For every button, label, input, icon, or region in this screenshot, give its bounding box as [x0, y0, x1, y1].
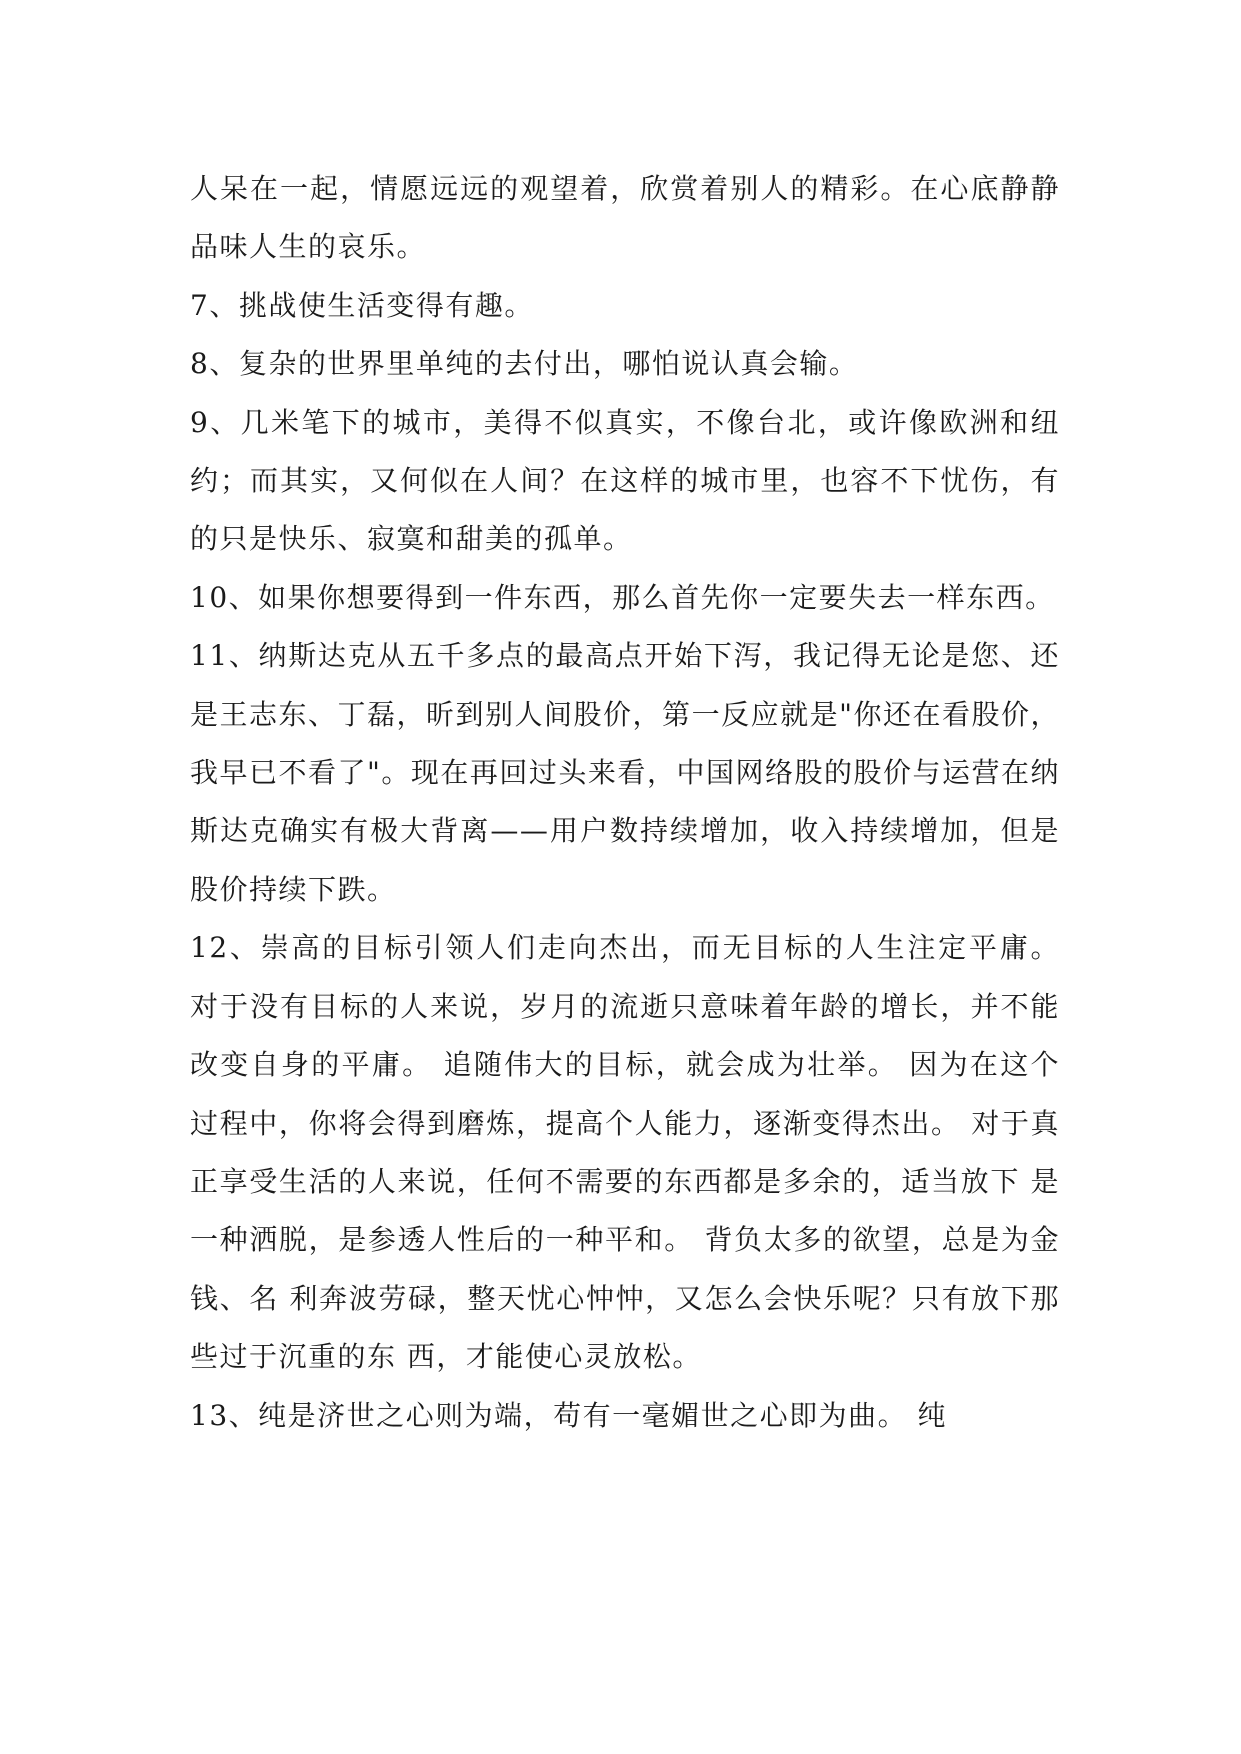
paragraph: 人呆在一起，情愿远远的观望着，欣赏着别人的精彩。在心底静静品味人生的哀乐。	[190, 172, 1060, 264]
paragraph: 12、崇高的目标引领人们走向杰出，而无目标的人生注定平庸。 对于没有目标的人来说，岁月的流逝只意味着年龄的增长，并不能改变自身的平庸。 追随伟大的目标，就会成为壮举。 因为在这个过程中，你将会得到磨炼，提高个人能力，逐渐变得杰出。 对于真正享受生活的人来说，任何不需要的东西都是多余的，适当放下 是一种洒脱，是参透人性后的一种平和。 背负太多的欲望，总是为金钱、名 利奔波劳碌，整天忧心忡忡，又怎么会快乐呢？只有放下那些过于沉重的东 西，才能使心灵放松。	[190, 931, 1060, 1374]
paragraph: 10、如果你想要得到一件东西，那么首先你一定要失去一样东西。	[190, 580, 1055, 614]
paragraph: 8、复杂的世界里单纯的去付出，哪怕说认真会输。	[190, 347, 859, 381]
paragraph: 13、纯是济世之心则为端，苟有一毫媚世之心即为曲。 纯	[190, 1398, 948, 1432]
paragraph: 7、挑战使生活变得有趣。	[190, 288, 534, 322]
document-body	[190, 160, 1060, 1445]
paragraph: 11、纳斯达克从五千多点的最高点开始下泻，我记得无论是您、还是王志东、丁磊，昕到别人间股价，第一反应就是"你还在看股价，我早已不看了"。现在再回过头来看，中国网络股的股价与运营在纳斯达克确实有极大背离——用户数持续增加，收入持续增加，但是股价持续下跌。	[190, 639, 1060, 906]
paragraph: 9、几米笔下的城市，美得不似真实，不像台北，或许像欧洲和纽约；而其实，又何似在人间？在这样的城市里，也容不下忧伤，有的只是快乐、寂寞和甜美的孤单。	[190, 405, 1060, 556]
